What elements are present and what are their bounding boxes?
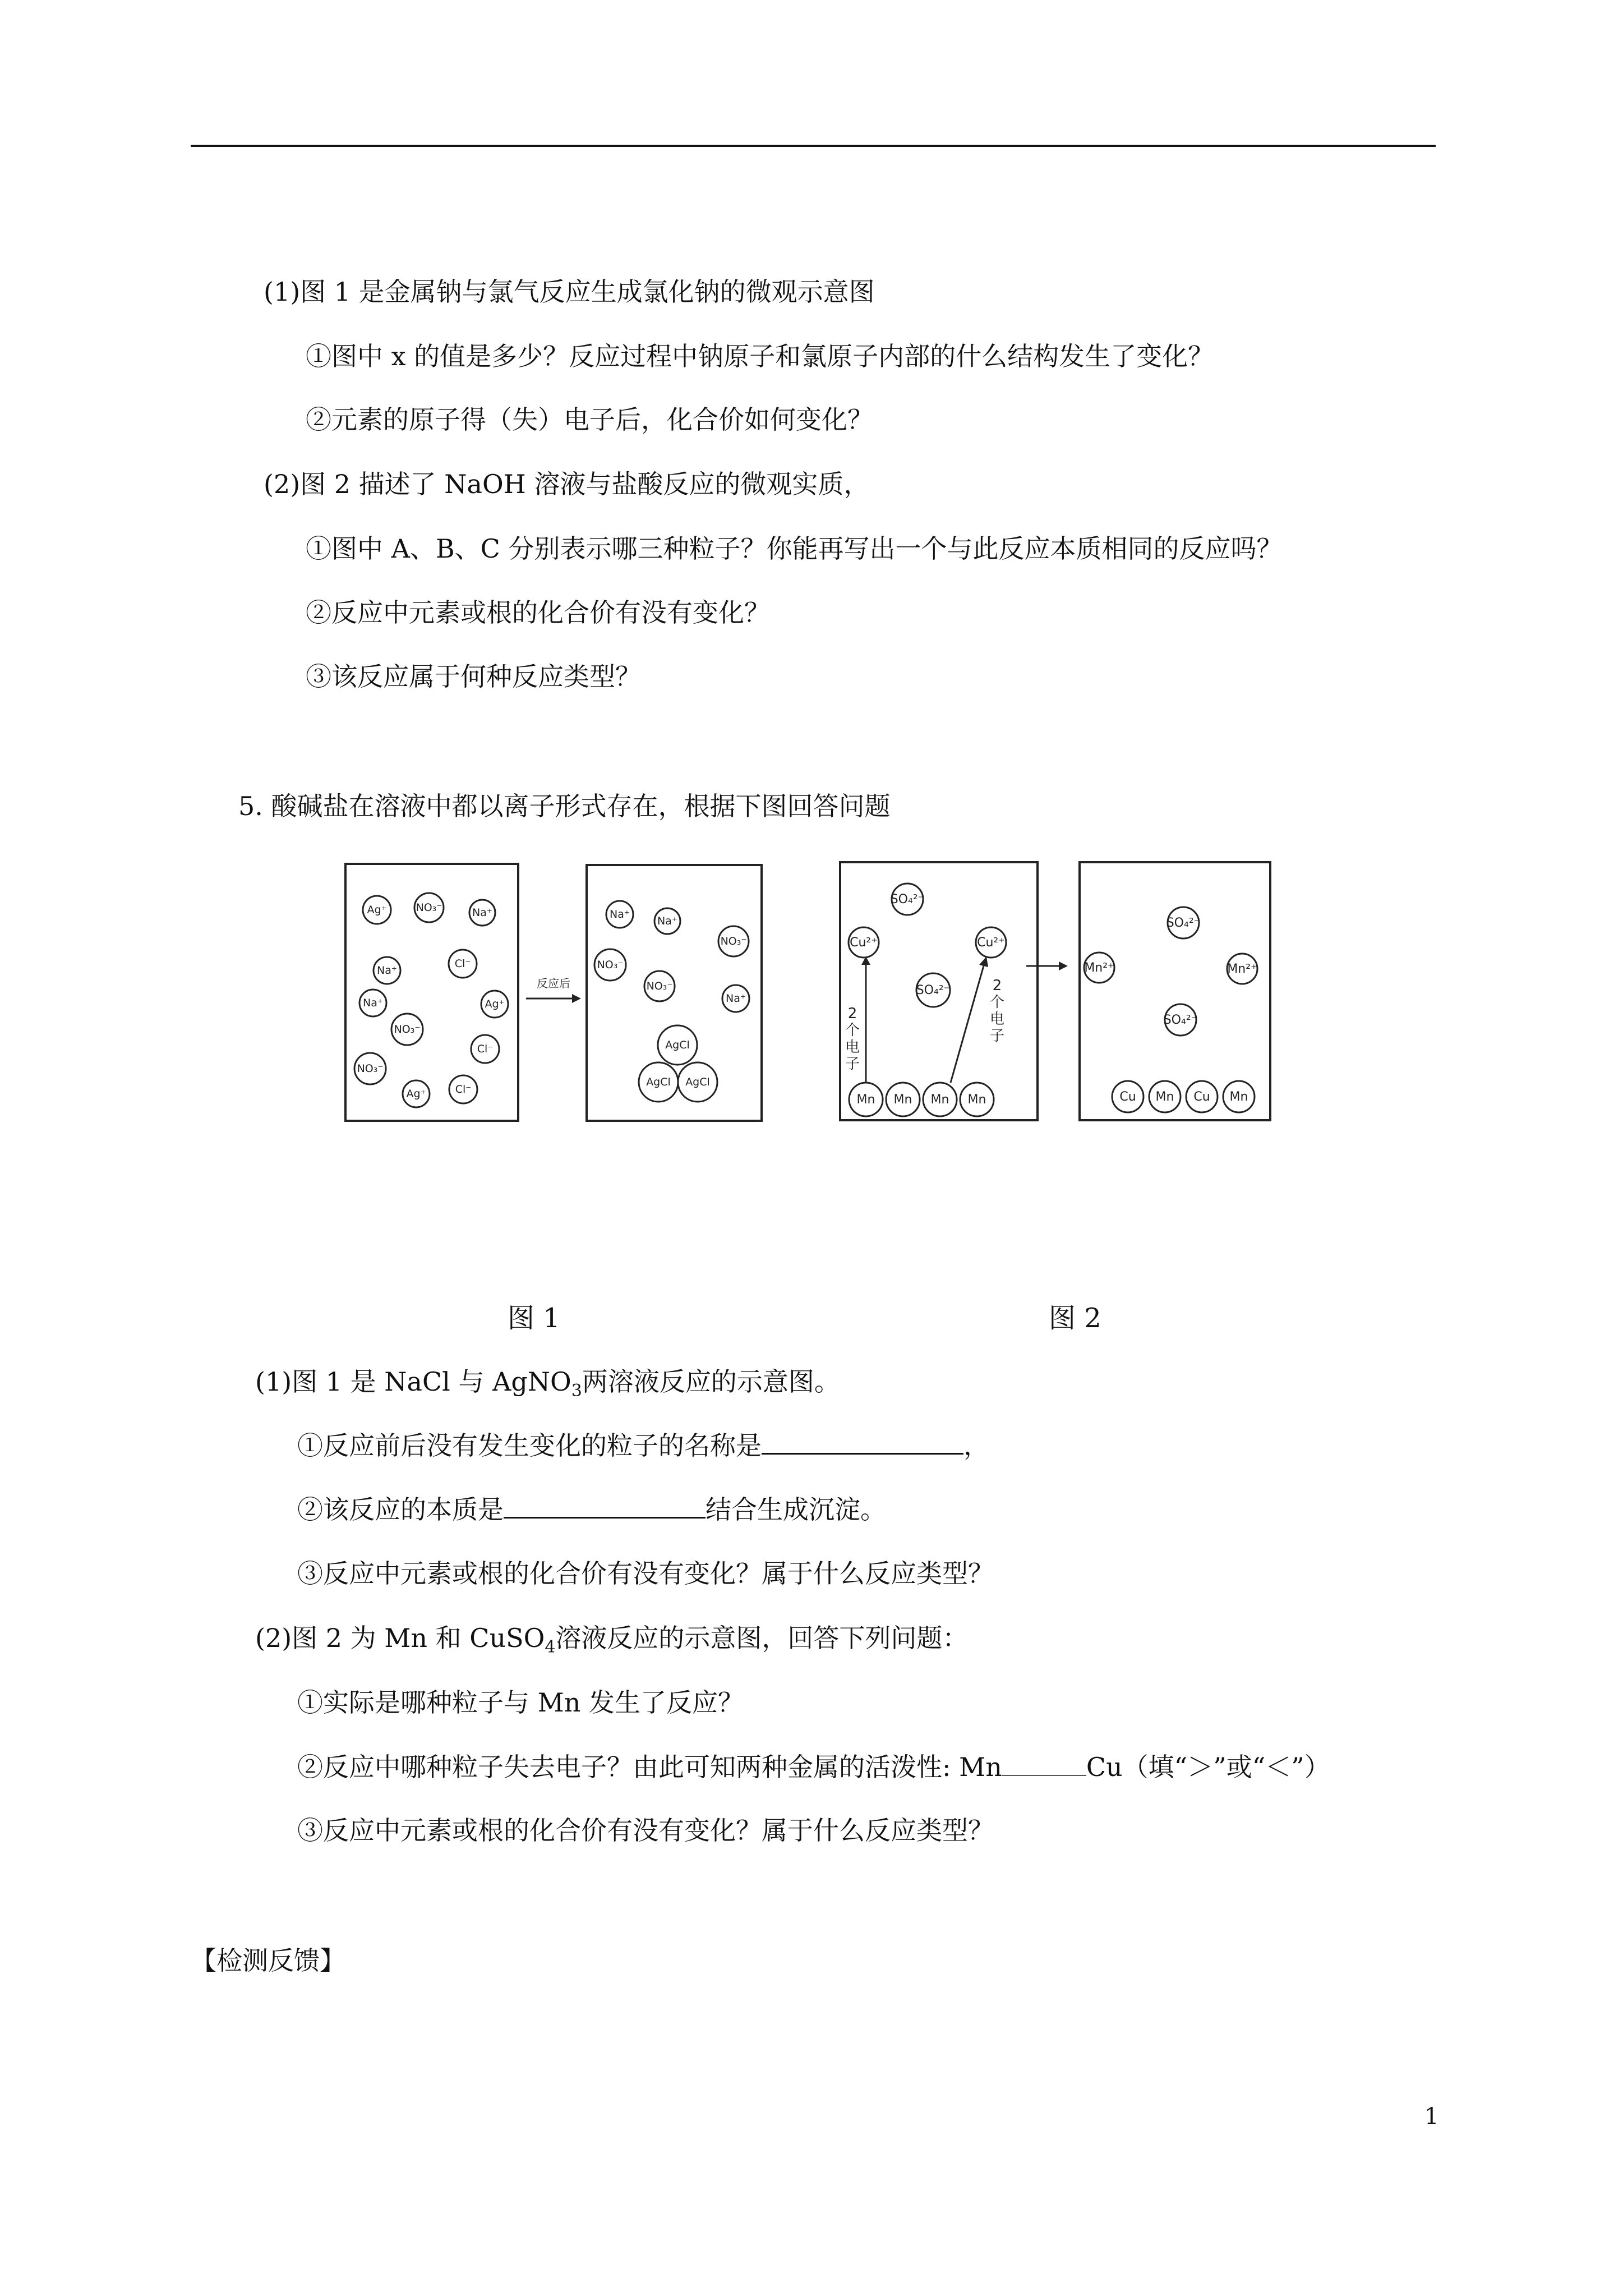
fig1-right-ion: Na⁺ (726, 992, 746, 1005)
fig1-right-ion: NO₃⁻ (720, 935, 747, 947)
fig2-left-ion: SO₄²⁻ (916, 983, 951, 997)
fig1-precipitate: AgCl (646, 1076, 671, 1088)
fig1-right-ion: Na⁺ (657, 915, 677, 927)
q5-part1-title: (1)图 1 是 NaCl 与 AgNO$_3$两溶液反应的示意图。 (255, 1366, 840, 1401)
answer-blank[interactable] (762, 1430, 963, 1455)
fig1-left-ion: Ag⁺ (406, 1088, 426, 1100)
header-rule (191, 145, 1436, 147)
fig1-left-ion: Na⁺ (363, 997, 383, 1009)
fig2-left-metal: Mn (967, 1093, 986, 1107)
fig2-electron-label: 电 (989, 1011, 1005, 1028)
q5-part1-c: ③反应中元素或根的化合价有没有变化？属于什么反应类型？ (297, 1558, 994, 1589)
fig1-right-ion: NO₃⁻ (597, 959, 624, 971)
fig2-left-metal: Mn (930, 1093, 949, 1107)
figure-2 (830, 855, 1279, 1136)
fig2-right-metal: Mn (1155, 1090, 1174, 1104)
fig1-right-ion: NO₃⁻ (646, 980, 673, 992)
fig2-right-metal: Cu (1119, 1090, 1136, 1104)
fig2-right-ion: SO₄²⁻ (1166, 916, 1201, 930)
fig1-left-ion: Cl⁻ (454, 958, 471, 970)
fig2-electron-label: 个 (989, 994, 1005, 1011)
answer-blank[interactable] (504, 1494, 706, 1519)
q5-part2-a: ①实际是哪种粒子与 Mn 发生了反应？ (297, 1687, 744, 1718)
figure-1-caption: 图 1 (508, 1303, 560, 1334)
answer-blank[interactable] (1002, 1752, 1086, 1776)
fig2-right-ion: Mn²⁺ (1084, 961, 1114, 975)
fig1-left-ion: NO₃⁻ (416, 901, 442, 914)
q1-sub-b: ②元素的原子得（失）电子后，化合价如何变化？ (306, 404, 873, 435)
q5-part2-b: ②反应中哪种粒子失去电子？由此可知两种金属的活泼性: Mn Cu（填“＞”或“＜”） (297, 1752, 1330, 1782)
q1-sub-a: ①图中 x 的值是多少？反应过程中钠原子和氯原子内部的什么结构发生了变化？ (306, 341, 1214, 371)
fig2-right-metal: Cu (1193, 1090, 1210, 1104)
feedback-heading: 【检测反馈】 (191, 1945, 345, 1976)
q2-sub-c: ③该反应属于何种反应类型？ (306, 661, 641, 692)
fig2-left-metal: Mn (893, 1093, 912, 1107)
fig1-left-ion: NO₃⁻ (394, 1023, 421, 1036)
fig1-left-ion: Ag⁺ (485, 998, 505, 1010)
fig1-precipitate: AgCl (665, 1039, 690, 1051)
q5-title: 5. 酸碱盐在溶液中都以离子形式存在，根据下图回答问题 (238, 791, 891, 821)
q2-sub-a: ①图中 A、B、C 分别表示哪三种粒子？你能再写出一个与此反应本质相同的反应吗？ (306, 533, 1283, 564)
q2-sub-b: ②反应中元素或根的化合价有没有变化？ (306, 597, 770, 628)
fig1-left-ion: Na⁺ (377, 964, 397, 977)
fig1-left-ion: NO₃⁻ (357, 1062, 384, 1075)
fig1-left-ion: Na⁺ (472, 907, 492, 919)
figure-1 (336, 858, 869, 1139)
fig2-left-metal: Mn (856, 1093, 875, 1107)
q5-part1-b: ②该反应的本质是 结合生成沉淀。 (297, 1494, 886, 1525)
q1-title: (1)图 1 是金属钠与氯气反应生成氯化钠的微观示意图 (264, 277, 875, 307)
q2-title: (2)图 2 描述了 NaOH 溶液与盐酸反应的微观实质， (264, 469, 870, 499)
figure-2-caption: 图 2 (1049, 1303, 1101, 1334)
fig2-right-ion: Mn²⁺ (1227, 962, 1257, 976)
fig2-right-ion: SO₄²⁻ (1163, 1013, 1198, 1027)
fig2-left-ion: SO₄²⁻ (890, 892, 925, 907)
fig1-left-ion: Cl⁻ (455, 1083, 472, 1096)
fig1-right-ion: Na⁺ (610, 908, 630, 921)
fig1-left-ion: Cl⁻ (477, 1043, 494, 1055)
fig2-electron-label: 个 (845, 1022, 860, 1039)
fig2-electron-label: 2 (847, 1005, 857, 1022)
fig2-left-ion: Cu²⁺ (850, 936, 878, 950)
page-number: 1 (1424, 2104, 1439, 2129)
fig2-electron-label: 2 (992, 977, 1002, 994)
fig2-electron-label: 电 (845, 1039, 860, 1056)
fig2-left-ion: Cu²⁺ (977, 936, 1005, 950)
fig2-right-metal: Mn (1229, 1090, 1248, 1104)
q5-part2-c: ③反应中元素或根的化合价有没有变化？属于什么反应类型？ (297, 1815, 994, 1846)
q5-part2-title: (2)图 2 为 Mn 和 CuSO$_4$溶液反应的示意图，回答下列问题： (255, 1623, 969, 1658)
fig1-precipitate: AgCl (685, 1076, 710, 1088)
fig1-left-ion: Ag⁺ (367, 904, 387, 916)
fig2-electron-label: 子 (989, 1028, 1005, 1045)
fig1-arrow-label: 反应后 (537, 977, 570, 990)
fig2-electron-label: 子 (845, 1056, 860, 1073)
q5-part1-a: ①反应前后没有发生变化的粒子的名称是 ， (297, 1430, 989, 1461)
